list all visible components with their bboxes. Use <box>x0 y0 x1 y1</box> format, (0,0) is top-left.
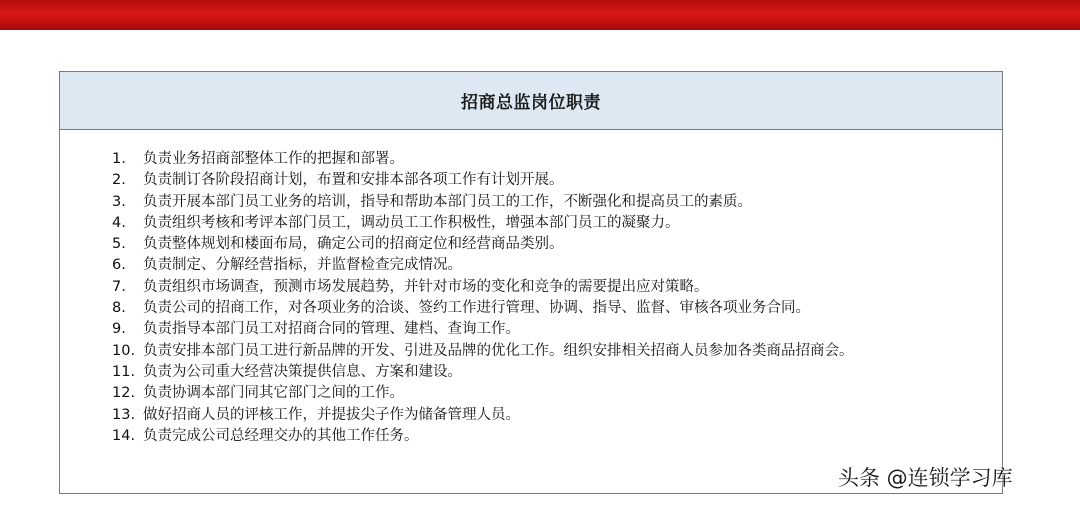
duty-item <box>112 170 992 191</box>
duty-item <box>112 426 992 447</box>
duty-item <box>112 319 992 340</box>
duty-item-text: 负责开展本部门员工业务的培训，指导和帮助本部门员工的工作，不断强化和提高员工的素质。 <box>143 193 752 210</box>
duty-list <box>112 149 992 447</box>
duty-item <box>112 277 992 298</box>
duty-item <box>112 213 992 234</box>
duty-item-text: 负责安排本部门员工进行新品牌的开发、引进及品牌的优化工作。组织安排相关招商人员参加各类商品招商会。 <box>143 342 854 359</box>
duty-item-text: 负责公司的招商工作，对各项业务的洽谈、签约工作进行管理、协调、指导、监督、审核各项业务合同。 <box>143 300 810 317</box>
duty-item-text: 负责业务招商部整体工作的把握和部署。 <box>143 151 404 167</box>
duty-item-text: 负责制定、分解经营指标，并监督检查完成情况。 <box>143 257 462 274</box>
duty-item-text: 负责制订各阶段招商计划，布置和安排本部各项工作有计划开展。 <box>143 172 564 189</box>
table-header <box>60 72 1002 130</box>
duty-item-number: 14. <box>112 427 136 444</box>
duty-item-text: 负责为公司重大经营决策提供信息、方案和建设。 <box>143 363 462 380</box>
duty-item-text: 负责组织市场调查，预测市场发展趋势，并针对市场的变化和竞争的需要提出应对策略。 <box>143 278 709 295</box>
duty-item-number: 2. <box>112 172 126 189</box>
duty-item-text: 负责组织考核和考评本部门员工，调动员工工作积极性，增强本部门员工的凝聚力。 <box>143 214 680 231</box>
duty-item-number: 3. <box>112 193 126 210</box>
duty-item <box>112 192 992 213</box>
duty-item-text: 负责完成公司总经理交办的其他工作任务。 <box>143 427 419 444</box>
duty-item <box>112 234 992 255</box>
duty-item-text: 负责指导本部门员工对招商合同的管理、建档、查询工作。 <box>143 321 520 338</box>
top-banner-bar <box>0 0 1080 30</box>
duty-item-text: 负责整体规划和楼面布局，确定公司的招商定位和经营商品类别。 <box>143 236 564 253</box>
duty-item <box>112 362 992 383</box>
table-title: 招商总监岗位职责 <box>461 93 601 113</box>
duty-item-number: 10. <box>112 342 136 359</box>
duty-item-number: 13. <box>112 406 136 423</box>
job-duty-table <box>59 71 1003 494</box>
duty-item <box>112 298 992 319</box>
duty-item-number: 6. <box>112 257 126 274</box>
duty-item-number: 9. <box>112 321 126 338</box>
duty-item <box>112 383 992 404</box>
duty-item <box>112 149 992 170</box>
duty-item <box>112 341 992 362</box>
watermark-text: 头条 @连锁学习库 <box>838 466 1013 490</box>
duty-item-text: 负责协调本部门同其它部门之间的工作。 <box>143 385 404 402</box>
duty-item-number: 7. <box>112 278 126 295</box>
duty-item-number: 11. <box>112 363 136 380</box>
duty-item-number: 8. <box>112 300 126 317</box>
duty-item-number: 1. <box>112 151 126 167</box>
duty-item-number: 12. <box>112 385 136 402</box>
duty-item-number: 4. <box>112 214 126 231</box>
duty-item-text: 做好招商人员的评核工作，并提拔尖子作为储备管理人员。 <box>143 406 520 423</box>
duty-item <box>112 255 992 276</box>
duty-item <box>112 405 992 426</box>
duty-item-number: 5. <box>112 236 126 253</box>
